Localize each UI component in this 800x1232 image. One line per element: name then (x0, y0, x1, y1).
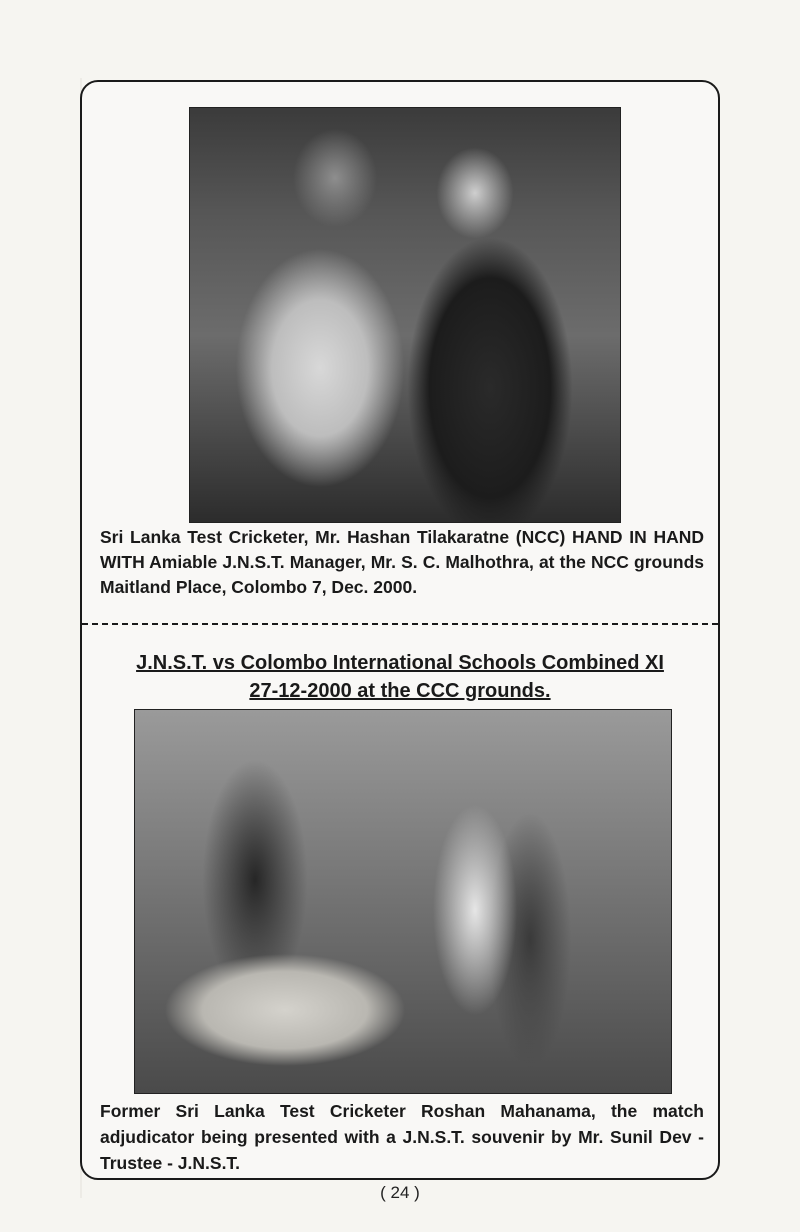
match-heading-line1: J.N.S.T. vs Colombo International Schools Combined XI (136, 652, 664, 674)
page-number: ( 24 ) (380, 1183, 420, 1202)
dashed-divider (82, 623, 718, 625)
photo-souvenir-presentation (134, 709, 672, 1094)
photo2-caption: Former Sri Lanka Test Cricketer Roshan Mahanama, the match adjudicator being presented with a J.N.S.T. souvenir by Mr. Sunil Dev - Trustee - J.N.S.T. (100, 1101, 704, 1173)
match-heading-line2: 27-12-2000 at the CCC grounds. (249, 680, 551, 702)
match-heading (82, 649, 718, 705)
photo1-caption: Sri Lanka Test Cricketer, Mr. Hashan Tilakaratne (NCC) HAND IN HAND WITH Amiable J.N.S.T. Manager, Mr. S. C. Malhothra, at the NCC grounds Maitland Place, Colombo 7, Dec. 2000. (100, 527, 704, 597)
content-frame (80, 80, 720, 1180)
photo-handshake (189, 107, 621, 523)
